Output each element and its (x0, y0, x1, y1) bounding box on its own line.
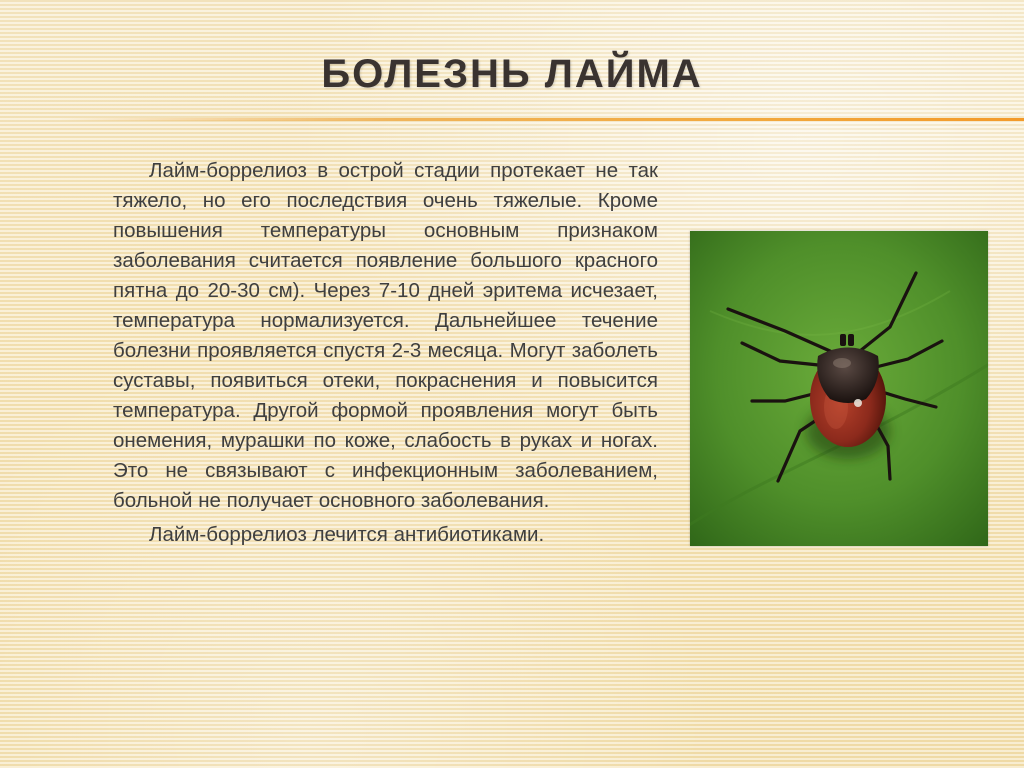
title-divider (60, 118, 1024, 121)
body-paragraph: Лайм-боррелиоз лечится антибиотиками. (149, 523, 545, 546)
tick-photo (690, 231, 988, 546)
tick-illustration (690, 231, 988, 546)
body-paragraph: Лайм-боррелиоз в острой стадии протекает не так тяжело, но его последствия очень тяжелые. Кроме повышения температуры основным признаком заболевания считается появление большого красного пятна до 20-30 см). Через 7-10 дней эритема исчезает, температура нормализуется. Дальнейшее течение болезни проявляется спустя 2-3 месяца. Могут заболеть суставы, появиться отеки, покраснения и повысится температура. Другой формой проявления могут быть онемения, мурашки по коже, слабость в руках и ногах. Это не связывают с инфекционным заболеванием, больной не получает основного заболевания. (113, 159, 658, 512)
slide-title: БОЛЕЗНЬ ЛАЙМА (321, 52, 703, 96)
slide-body-text (113, 156, 658, 550)
